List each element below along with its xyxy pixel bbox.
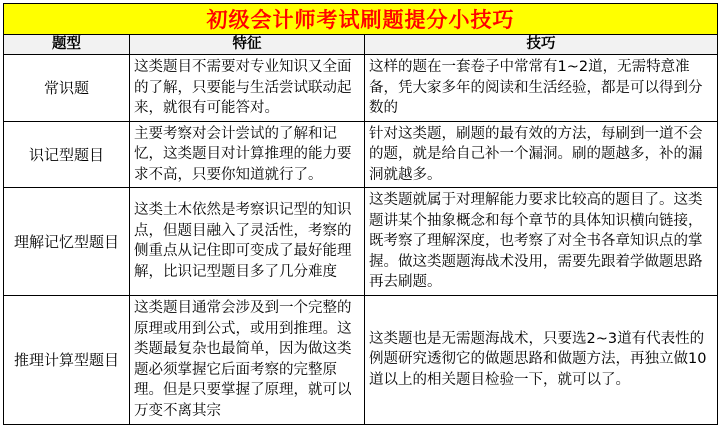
header-row bbox=[4, 35, 718, 55]
feature-cell: 这类题目通常会涉及到一个完整的原理或用到公式，或用到推理。这类题最复杂也最简单，因为做这类题必须掌握它后面考察的完整原理。但是只要掌握了原理，就可以万变不离其宗 bbox=[130, 295, 365, 424]
table-row bbox=[4, 121, 718, 188]
tip-cell: 这类题也是无需题海战术，只要选2~3道有代表性的例题研究透彻它的做题思路和做题方法，再独立做10道以上的相关题目检验一下，就可以了。 bbox=[365, 295, 718, 424]
tip-cell: 这类题就属于对理解能力要求比较高的题目了。这类题讲某个抽象概念和每个章节的具体知识横向链接，既考察了理解深度，也考察了对全书各章知识点的掌握。做这类题题海战术没用，需要先跟着学做题思路再去刷题。 bbox=[365, 188, 718, 296]
table-row bbox=[4, 295, 718, 424]
tip-cell: 针对这类题，刷题的最有效的方法，每刷到一道不会的题，就是给自己补一个漏洞。刷的题越多，补的漏洞就越多。 bbox=[365, 121, 718, 188]
question-type-cell: 常识题 bbox=[4, 55, 130, 122]
question-type-cell: 识记型题目 bbox=[4, 121, 130, 188]
tip-cell: 这样的题在一套卷子中常常有1~2道，无需特意准备，凭大家多年的阅读和生活经验，都是可以得到分数的 bbox=[365, 55, 718, 122]
title-row bbox=[4, 4, 718, 35]
question-type-cell: 理解记忆型题目 bbox=[4, 188, 130, 296]
header-tip: 技巧 bbox=[365, 35, 718, 55]
feature-cell: 主要考察对会计尝试的了解和记忆，这类题目对计算推理的能力要求不高，只要你知道就行了。 bbox=[130, 121, 365, 188]
feature-cell: 这类土木依然是考察识记型的知识点，但题目融入了灵活性，考察的侧重点从记住即可变成了最好能理解，比识记型题目多了几分难度 bbox=[130, 188, 365, 296]
header-type: 题型 bbox=[4, 35, 130, 55]
header-feature: 特征 bbox=[130, 35, 365, 55]
table-title: 初级会计师考试刷题提分小技巧 bbox=[4, 4, 718, 35]
tips-table bbox=[3, 3, 718, 425]
table-row bbox=[4, 55, 718, 122]
question-type-cell: 推理计算型题目 bbox=[4, 295, 130, 424]
table-row bbox=[4, 188, 718, 296]
feature-cell: 这类题目不需要对专业知识又全面的了解，只要能与生活尝试联动起来，就很有可能答对。 bbox=[130, 55, 365, 122]
